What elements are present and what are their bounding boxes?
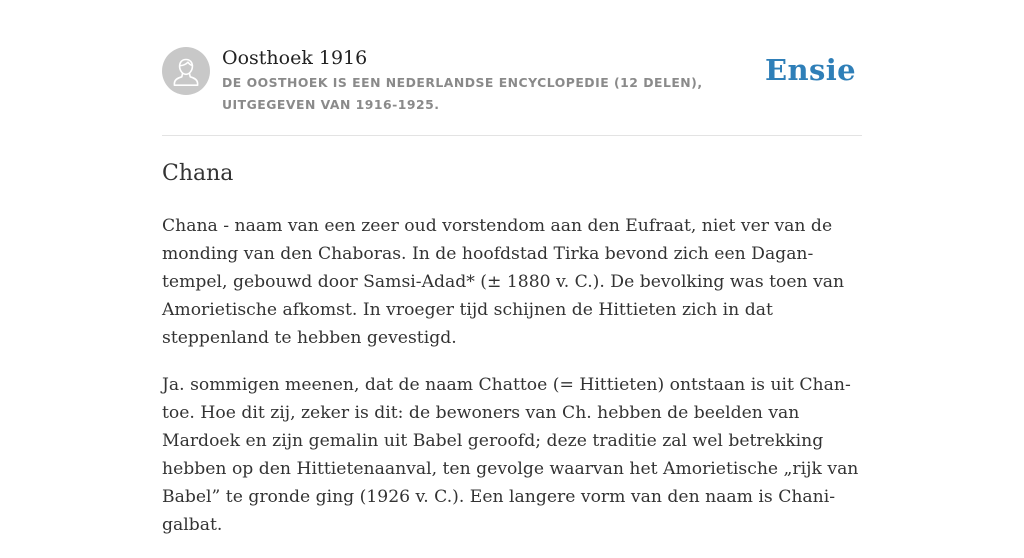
user-silhouette-icon xyxy=(162,47,210,95)
header-divider xyxy=(162,135,862,136)
ensie-logo[interactable]: Ensie xyxy=(765,53,856,87)
article-paragraph: Ja. sommigen meenen, dat de naam Chattoe (= Hittieten) ontstaan is uit Chan-toe. Hoe dit zij, zeker is dit: de bewoners van Ch. hebben de beelden van Mardoek en zijn gemalin uit Babel geroofd; deze traditie zal wel betrekking hebben op den Hittietenaanval, ten gevolge waarvan het Amorietische „rijk van Babel” te gronde ging (1926 v. C.). Een langere vorm van den naam is Chani-galbat. xyxy=(162,375,859,535)
article-paragraph: Chana - naam van een zeer oud vorstendom aan den Eufraat, niet ver van de monding van den Chaboras. In de hoofdstad Tirka bevond zich een Dagan-tempel, gebouwd door Samsi-Adad* (± 1880 v. C.). De bevolking was toen van Amorietische afkomst. In vroeger tijd schijnen de Hittieten zich in dat steppenland te hebben gevestigd. xyxy=(162,216,845,348)
article-body xyxy=(162,212,867,558)
source-description: DE OOSTHOEK IS EEN NEDERLANDSE ENCYCLOPEDIE (12 DELEN), UITGEGEVEN VAN 1916-1925. xyxy=(222,75,703,112)
source-header xyxy=(162,44,862,124)
source-title[interactable]: Oosthoek 1916 xyxy=(222,47,368,69)
avatar[interactable] xyxy=(162,47,210,95)
article-title: Chana xyxy=(162,161,234,186)
